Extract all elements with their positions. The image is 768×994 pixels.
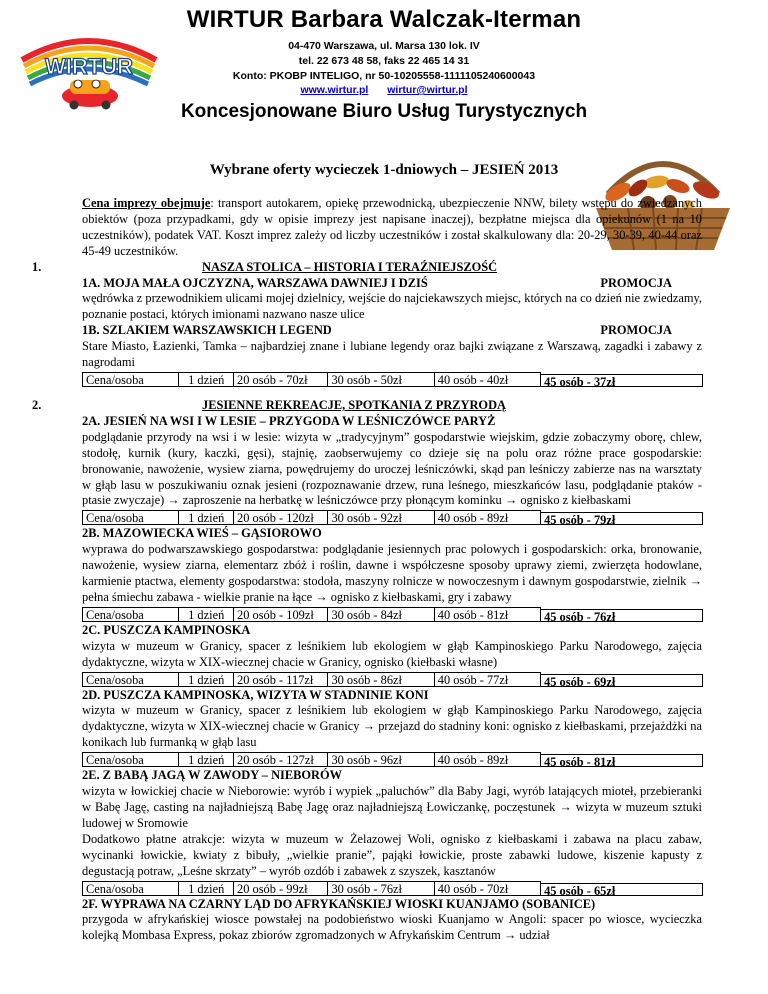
company-name: WIRTUR Barbara Walczak-Iterman bbox=[186, 6, 582, 33]
price-table-row bbox=[82, 752, 702, 770]
price-cell: Cena/osoba bbox=[82, 607, 179, 622]
offer-description: przygoda w afrykańskiej wiosce powstałej na podobieństwo wioski Kuanjamo w Angoli: spacer po wiosce, wycieczka kolejką Mombasa Express, pokaz zbiorów zgromadzonych w Afrykańskim Centrum → udział bbox=[82, 912, 702, 943]
intro-paragraph bbox=[82, 196, 702, 260]
offer-description: wizyta w muzeum w Granicy, spacer z leśnikiem lub ekologiem w głąb Kampinoskiego Parku Narodowego, zajęcia dydaktyczne, wizyta w XIX-wiecznej chacie w Granicy, ognisko (kiełbaski własne) bbox=[82, 638, 702, 669]
section-title: JESIENNE REKREACJE, SPOTKANIA Z PRZYRODĄ bbox=[202, 397, 506, 412]
email-link[interactable]: wirtur@wirtur.pl bbox=[387, 84, 468, 96]
price-cell: 45 osób - 37zł bbox=[540, 374, 703, 387]
section-heading bbox=[32, 397, 702, 414]
section-title: NASZA STOLICA – HISTORIA I TERAŹNIEJSZOŚĆ bbox=[202, 259, 498, 274]
price-cell: 40 osób - 81zł bbox=[434, 607, 541, 622]
document-title: Wybrane oferty wycieczek 1-dniowych – JESIEŃ 2013 bbox=[209, 162, 559, 178]
price-cell: 45 osób - 69zł bbox=[540, 674, 703, 687]
promo-tag: PROMOCJA bbox=[600, 275, 672, 290]
offer-heading bbox=[82, 768, 702, 784]
price-cell: 45 osób - 81zł bbox=[540, 754, 703, 767]
offer-title: 2E. Z BABĄ JAGĄ W ZAWODY – NIEBORÓW bbox=[82, 768, 343, 783]
price-cell: Cena/osoba bbox=[82, 752, 179, 767]
company-account: Konto: PKOBP INTELIGO, nr 50-10205558-1111105240600043 bbox=[232, 70, 536, 82]
website-link[interactable]: www.wirtur.pl bbox=[300, 84, 369, 96]
offer-description: wizyta w łowickiej chacie w Nieborowie: wyrób i wypiek „paluchów” dla Baby Jagi, wyrób latających mioteł, przebieranki w Babę Jagę, casting na najładniejszą Babę Jagę oraz najładniejszą Łowiczankę, poczęstunek → wizyta w muzeum sztuki ludowej w Sromowie bbox=[82, 784, 702, 830]
price-cell: 20 osób - 99zł bbox=[233, 881, 328, 896]
price-cell: 1 dzień bbox=[178, 607, 234, 622]
offers-content bbox=[32, 196, 702, 944]
price-cell: 20 osób - 127zł bbox=[233, 752, 328, 767]
price-cell: 20 osób - 109zł bbox=[233, 607, 328, 622]
price-cell: 40 osób - 89zł bbox=[434, 752, 541, 767]
wirtur-logo bbox=[18, 30, 160, 110]
intro-label: Cena imprezy obejmuje bbox=[82, 196, 211, 210]
offer-description: Stare Miasto, Łazienki, Tamka – najbardziej znane i lubiane legendy oraz bajki związane z Warszawą, zagadki i zabawy z nagrodami bbox=[82, 339, 702, 370]
price-cell: 40 osób - 77zł bbox=[434, 672, 541, 687]
offer-extra-description: Dodatkowo płatne atrakcje: wizyta w muzeum w Żelazowej Woli, ognisko z kiełbaskami i zabawa na placu zabaw, wycinanki łowickie, kwiaty z bibuły, „wielkie pranie”, pająki łowickie, proste zabawki ludowe, kiszenie kapusty z degustacją potraw, „Leśne skrzaty” – wyrób ozdób i zabawek z szyszek, kasztanów bbox=[82, 831, 702, 878]
price-cell: Cena/osoba bbox=[82, 372, 179, 387]
price-cell: 40 osób - 40zł bbox=[434, 372, 541, 387]
price-cell: 1 dzień bbox=[178, 372, 234, 387]
price-table-row bbox=[82, 372, 702, 387]
price-cell: 30 osób - 96zł bbox=[327, 752, 434, 767]
price-table-row bbox=[82, 510, 702, 528]
price-cell: 30 osób - 84zł bbox=[327, 607, 434, 622]
offer-description: wyprawa do podwarszawskiego gospodarstwa: podglądanie jesiennych prac polowych i gospodarskich: orka, bronowanie, nawożenie, wysiew ziarna, elementarz zbóż i roślin, dawne i współczesne sposoby uprawy ziemi, zwierzęta hodowlane, karmienie ptactwa, elementy gospodarstwa: stodoła, maszyny rolnicze w nowoczesnym i dawnym gospodarstwie, zielnik → pełna śmiechu zabawa - wielkie pranie na łące → ognisko z kiełbaskami, gry i zabawy bbox=[82, 542, 702, 604]
offer-description: wędrówka z przewodnikiem ulicami mojej dzielnicy, wejście do najciekawszych miejsc, których na co dzień nie zwiedzamy, poznanie postaci, których imionami nazwano nasze ulice bbox=[82, 291, 702, 322]
offer-title: 1A. MOJA MAŁA OJCZYZNA, WARSZAWA DAWNIEJ I DZIŚ bbox=[82, 275, 428, 290]
price-cell: 20 osób - 70zł bbox=[233, 372, 328, 387]
price-table-row bbox=[82, 881, 702, 896]
offer-title: 2A. JESIEŃ NA WSI I W LESIE – PRZYGODA W LEŚNICZÓWCE PARYŻ bbox=[82, 413, 496, 428]
offer-title: 1B. SZLAKIEM WARSZAWSKICH LEGEND bbox=[82, 323, 332, 338]
price-cell: 40 osób - 70zł bbox=[434, 881, 541, 896]
price-cell: Cena/osoba bbox=[82, 672, 179, 687]
offer-title: 2C. PUSZCZA KAMPINOSKA bbox=[82, 622, 251, 637]
section-number: 2. bbox=[32, 397, 42, 412]
offer-description: podglądanie przyrody na wsi i w lesie: wizyta w „tradycyjnym” gospodarstwie wiejskim, gdzie zobaczymy oborę, chlew, stodołę, kurnik (kury, kaczki, gęsi), stajnię, zaobserwujemy co dzieje się na polu oraz różne prace gospodarskie: bronowanie, nawożenie, wysiew ziarna, powędrujemy do uroczej leśniczówki, skąd pan leśniczy zabierze nas na warsztaty w głąb lasu w poszukiwaniu oznak jesieni (rozpoznawanie drzew, runa leśnego, mieszkańców lasu, podglądanie ptaków - ptasie zwyczaje) → zaproszenie na herbatkę w leśniczówce przy płonącym kominku → ognisko z kiełbaskami bbox=[82, 429, 702, 508]
price-cell: 45 osób - 76zł bbox=[540, 609, 703, 622]
price-cell: Cena/osoba bbox=[82, 510, 179, 525]
intro-text: : transport autokarem, opiekę przewodnicką, ubezpieczenie NNW, bilety wstępu do zwiedzanych obiektów (poza przypadkami, gdy w opisie imprezy jest napisane inaczej), bezpłatne miejsca dla opiekunów (1 na 10 uczestników), podatek VAT. Koszt imprez zależy od liczby uczestników i został skalkulowany dla: 20-29, 30-39, 40-44 oraz 45-49 uczestników. bbox=[82, 196, 702, 258]
section-heading bbox=[32, 259, 702, 276]
promo-tag: PROMOCJA bbox=[600, 323, 672, 338]
offer-heading bbox=[82, 526, 702, 542]
price-cell: 1 dzień bbox=[178, 510, 234, 525]
price-cell: 1 dzień bbox=[178, 752, 234, 767]
price-cell: 40 osób - 89zł bbox=[434, 510, 541, 525]
offer-heading bbox=[82, 897, 702, 913]
price-cell: 1 dzień bbox=[178, 881, 234, 896]
company-address: 04-470 Warszawa, ul. Marsa 130 lok. IV bbox=[288, 40, 480, 52]
price-cell: 20 osób - 120zł bbox=[233, 510, 328, 525]
price-cell: 45 osób - 65zł bbox=[540, 883, 703, 896]
price-cell: 30 osób - 50zł bbox=[327, 372, 434, 387]
price-table-row bbox=[82, 672, 702, 687]
price-table-row bbox=[82, 607, 702, 622]
section-number: 1. bbox=[32, 259, 42, 274]
company-subtitle: Koncesjonowane Biuro Usług Turystycznych bbox=[180, 101, 588, 122]
offer-title: 2D. PUSZCZA KAMPINOSKA, WIZYTA W STADNINIE KONI bbox=[82, 687, 429, 702]
offer-heading bbox=[82, 688, 702, 704]
price-cell: 1 dzień bbox=[178, 672, 234, 687]
offer-heading bbox=[82, 276, 702, 292]
price-cell: 30 osób - 92zł bbox=[327, 510, 434, 525]
offer-heading bbox=[82, 623, 702, 639]
offer-title: 2F. WYPRAWA NA CZARNY LĄD DO AFRYKAŃSKIEJ WIOSKI KUANJAMO (SOBANICE) bbox=[82, 896, 596, 911]
price-cell: Cena/osoba bbox=[82, 881, 179, 896]
price-cell: 30 osób - 86zł bbox=[327, 672, 434, 687]
company-phone: tel. 22 673 48 58, faks 22 465 14 31 bbox=[298, 55, 470, 67]
logo-text: WIRTUR bbox=[45, 54, 133, 79]
offer-title: 2B. MAZOWIECKA WIEŚ – GĄSIOROWO bbox=[82, 526, 322, 541]
price-cell: 20 osób - 117zł bbox=[233, 672, 328, 687]
offer-heading bbox=[82, 323, 702, 339]
offer-description: wizyta w muzeum w Granicy, spacer z leśnikiem lub ekologiem w głąb Kampinoskiego Parku Narodowego, zajęcia dydaktyczne, wizyta w XIX-wiecznej chacie w Granicy → przejazd do stadniny koni: ognisko z kiełbaskami, przejażdżki na konikach lub furmanką w głąb lasu bbox=[82, 703, 702, 750]
offer-heading bbox=[82, 414, 702, 430]
price-cell: 30 osób - 76zł bbox=[327, 881, 434, 896]
price-cell: 45 osób - 79zł bbox=[540, 512, 703, 525]
